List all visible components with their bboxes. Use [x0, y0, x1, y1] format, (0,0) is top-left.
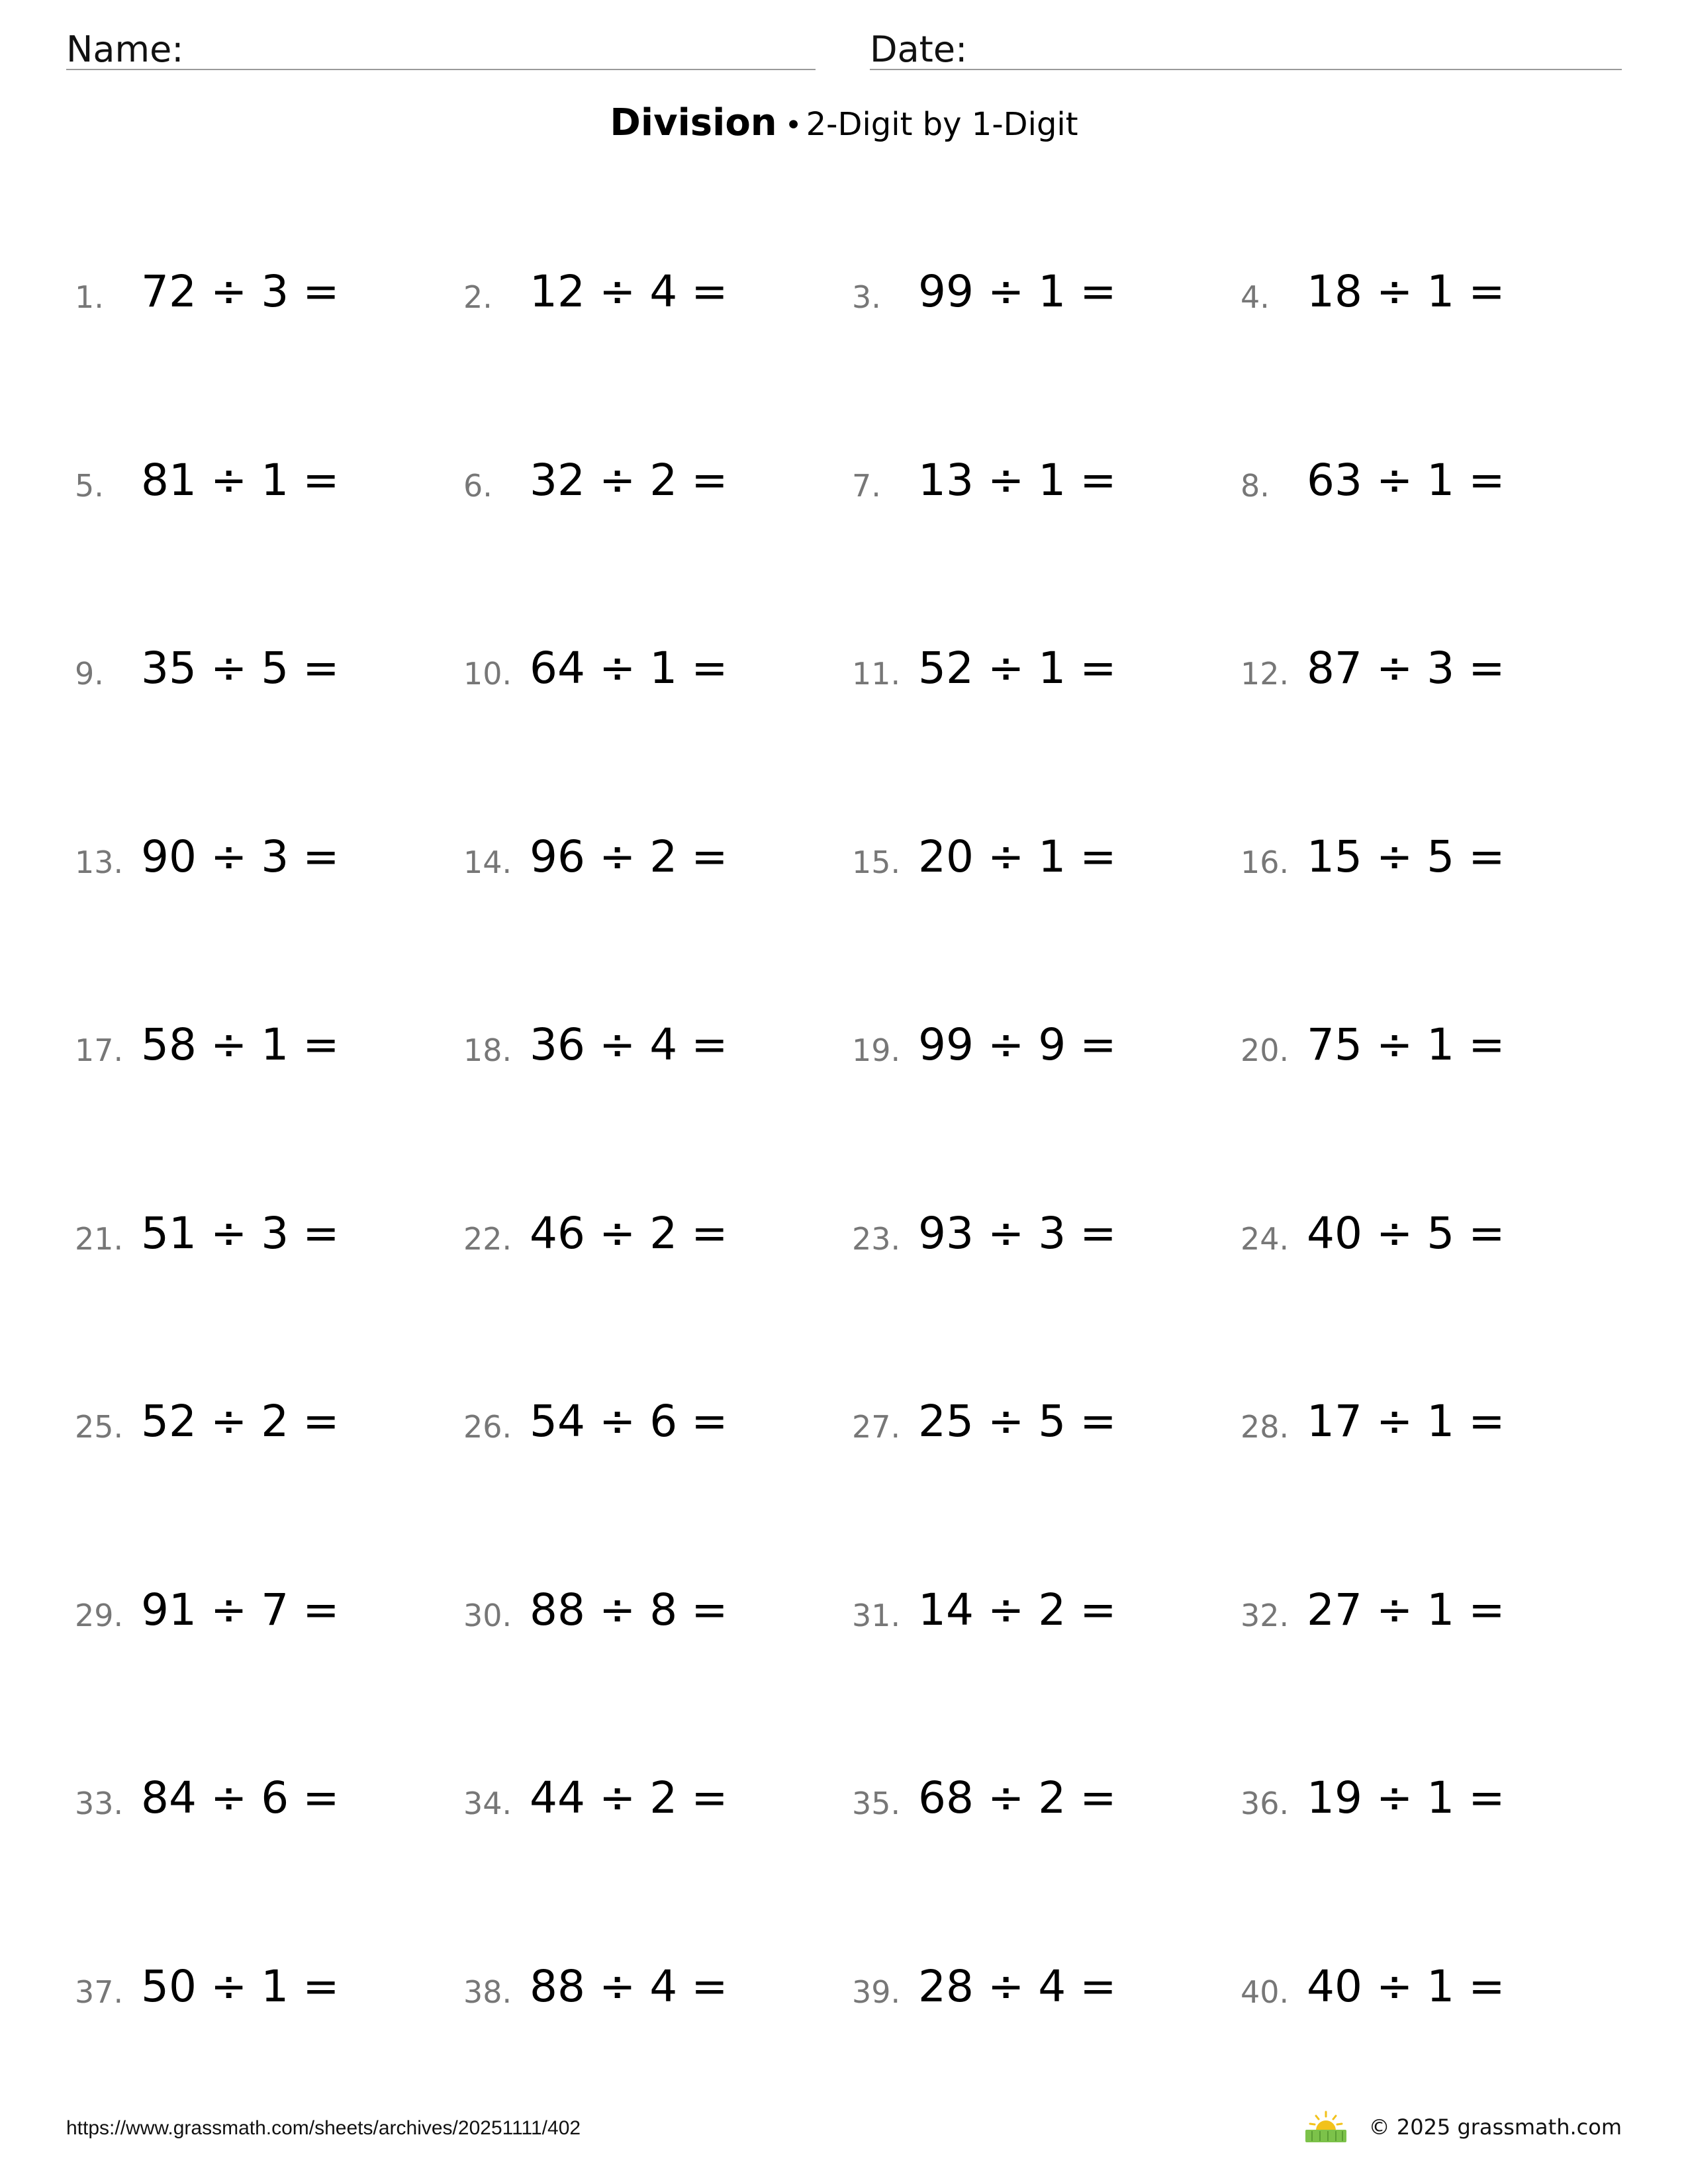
problem-item: [463, 1583, 834, 1643]
problem-number: 6.: [463, 468, 492, 504]
problem-number: 2.: [463, 279, 492, 315]
problem-number: 24.: [1241, 1221, 1289, 1257]
problem-number: 9.: [75, 656, 104, 692]
problem-expression: 50 ÷ 1 =: [141, 1961, 340, 2012]
problem-expression: 15 ÷ 5 =: [1307, 831, 1505, 882]
problem-expression: 51 ÷ 3 =: [141, 1208, 340, 1259]
problem-expression: 40 ÷ 5 =: [1307, 1208, 1505, 1259]
problem-item: [463, 1206, 834, 1266]
problem-number: 5.: [75, 468, 104, 504]
footer-copyright: © 2025 grassmath.com: [1368, 2115, 1622, 2140]
problem-expression: 46 ÷ 2 =: [530, 1208, 728, 1259]
name-field[interactable]: [66, 21, 816, 70]
problem-number: 33.: [75, 1786, 124, 1821]
problem-expression: 93 ÷ 3 =: [918, 1208, 1117, 1259]
problem-number: 37.: [75, 1974, 124, 2010]
problem-expression: 81 ÷ 1 =: [141, 455, 340, 506]
problem-number: 20.: [1241, 1032, 1289, 1068]
problem-expression: 18 ÷ 1 =: [1307, 266, 1505, 317]
problem-item: [1241, 1394, 1611, 1454]
problem-item: [852, 830, 1223, 889]
problem-expression: 84 ÷ 6 =: [141, 1772, 340, 1823]
problem-item: [75, 830, 445, 889]
problem-item: [463, 1018, 834, 1077]
problem-expression: 99 ÷ 9 =: [918, 1019, 1117, 1070]
problem-number: 7.: [852, 468, 881, 504]
problem-item: [463, 265, 834, 324]
problem-item: [75, 265, 445, 324]
problem-number: 16.: [1241, 844, 1289, 880]
problem-item: [852, 453, 1223, 513]
problem-item: [1241, 265, 1611, 324]
problem-number: 12.: [1241, 656, 1289, 692]
problem-expression: 90 ÷ 3 =: [141, 831, 340, 882]
problem-item: [75, 1394, 445, 1454]
problem-number: 4.: [1241, 279, 1270, 315]
problem-item: [1241, 1771, 1611, 1831]
problem-expression: 28 ÷ 4 =: [918, 1961, 1117, 2012]
problem-item: [852, 1583, 1223, 1643]
problem-item: [463, 830, 834, 889]
problem-item: [75, 1206, 445, 1266]
title-main: Division: [610, 101, 777, 144]
problem-item: [1241, 1960, 1611, 2019]
problem-item: [852, 1960, 1223, 2019]
problem-item: [852, 1394, 1223, 1454]
problem-expression: 64 ÷ 1 =: [530, 643, 728, 694]
problem-number: 36.: [1241, 1786, 1289, 1821]
problem-item: [463, 1394, 834, 1454]
problem-item: [1241, 453, 1611, 513]
problem-number: 19.: [852, 1032, 901, 1068]
problem-number: 21.: [75, 1221, 124, 1257]
problem-expression: 36 ÷ 4 =: [530, 1019, 728, 1070]
problem-number: 13.: [75, 844, 124, 880]
problem-item: [1241, 1583, 1611, 1643]
problem-expression: 88 ÷ 8 =: [530, 1584, 728, 1635]
problem-expression: 72 ÷ 3 =: [141, 266, 340, 317]
problem-expression: 32 ÷ 2 =: [530, 455, 728, 506]
problem-item: [852, 1206, 1223, 1266]
problem-number: 11.: [852, 656, 901, 692]
problem-number: 25.: [75, 1409, 124, 1445]
problem-item: [1241, 1018, 1611, 1077]
problem-number: 14.: [463, 844, 512, 880]
problem-expression: 99 ÷ 1 =: [918, 266, 1117, 317]
footer-brand: [1303, 2109, 1622, 2146]
problem-item: [852, 265, 1223, 324]
problem-number: 32.: [1241, 1598, 1289, 1633]
problem-expression: 17 ÷ 1 =: [1307, 1396, 1505, 1447]
problem-expression: 44 ÷ 2 =: [530, 1772, 728, 1823]
problem-item: [852, 641, 1223, 701]
problem-number: 15.: [852, 844, 901, 880]
problem-expression: 87 ÷ 3 =: [1307, 643, 1505, 694]
problem-item: [463, 1960, 834, 2019]
problem-number: 8.: [1241, 468, 1270, 504]
problem-number: 38.: [463, 1974, 512, 2010]
problem-expression: 19 ÷ 1 =: [1307, 1772, 1505, 1823]
footer-url: https://www.grassmath.com/sheets/archives/20251111/402: [66, 2117, 581, 2139]
problem-number: 30.: [463, 1598, 512, 1633]
problem-number: 22.: [463, 1221, 512, 1257]
problem-expression: 27 ÷ 1 =: [1307, 1584, 1505, 1635]
problem-number: 18.: [463, 1032, 512, 1068]
problem-item: [852, 1018, 1223, 1077]
problem-item: [75, 453, 445, 513]
problem-item: [75, 1960, 445, 2019]
problem-number: 10.: [463, 656, 512, 692]
problem-number: 26.: [463, 1409, 512, 1445]
problem-expression: 14 ÷ 2 =: [918, 1584, 1117, 1635]
problem-number: 3.: [852, 279, 881, 315]
problem-expression: 63 ÷ 1 =: [1307, 455, 1505, 506]
problem-expression: 12 ÷ 4 =: [530, 266, 728, 317]
problem-expression: 25 ÷ 5 =: [918, 1396, 1117, 1447]
problem-expression: 96 ÷ 2 =: [530, 831, 728, 882]
problem-expression: 88 ÷ 4 =: [530, 1961, 728, 2012]
problem-item: [1241, 641, 1611, 701]
problem-number: 29.: [75, 1598, 124, 1633]
title-separator: •: [784, 109, 802, 142]
problem-number: 17.: [75, 1032, 124, 1068]
problem-item: [75, 1583, 445, 1643]
name-label: Name:: [66, 28, 184, 70]
problem-item: [463, 1771, 834, 1831]
problem-number: 40.: [1241, 1974, 1289, 2010]
problem-number: 23.: [852, 1221, 901, 1257]
problem-item: [852, 1771, 1223, 1831]
grass-sun-logo-icon: [1303, 2111, 1349, 2144]
problem-expression: 20 ÷ 1 =: [918, 831, 1117, 882]
worksheet-title: [0, 101, 1688, 144]
problem-item: [75, 1771, 445, 1831]
problem-number: 35.: [852, 1786, 901, 1821]
problem-number: 1.: [75, 279, 104, 315]
problem-item: [1241, 830, 1611, 889]
problem-expression: 91 ÷ 7 =: [141, 1584, 340, 1635]
problem-expression: 40 ÷ 1 =: [1307, 1961, 1505, 2012]
problem-expression: 54 ÷ 6 =: [530, 1396, 728, 1447]
problem-number: 31.: [852, 1598, 901, 1633]
problem-expression: 52 ÷ 2 =: [141, 1396, 340, 1447]
problem-expression: 52 ÷ 1 =: [918, 643, 1117, 694]
date-field[interactable]: [870, 21, 1622, 70]
problem-item: [1241, 1206, 1611, 1266]
date-label: Date:: [870, 28, 968, 70]
problem-item: [75, 1018, 445, 1077]
problem-number: 34.: [463, 1786, 512, 1821]
problem-number: 27.: [852, 1409, 901, 1445]
problem-expression: 68 ÷ 2 =: [918, 1772, 1117, 1823]
problem-number: 28.: [1241, 1409, 1289, 1445]
problem-expression: 35 ÷ 5 =: [141, 643, 340, 694]
title-subtitle: 2-Digit by 1-Digit: [806, 106, 1078, 143]
problem-item: [75, 641, 445, 701]
problem-item: [463, 641, 834, 701]
problem-expression: 58 ÷ 1 =: [141, 1019, 340, 1070]
problem-expression: 13 ÷ 1 =: [918, 455, 1117, 506]
problem-number: 39.: [852, 1974, 901, 2010]
problem-expression: 75 ÷ 1 =: [1307, 1019, 1505, 1070]
problem-item: [463, 453, 834, 513]
